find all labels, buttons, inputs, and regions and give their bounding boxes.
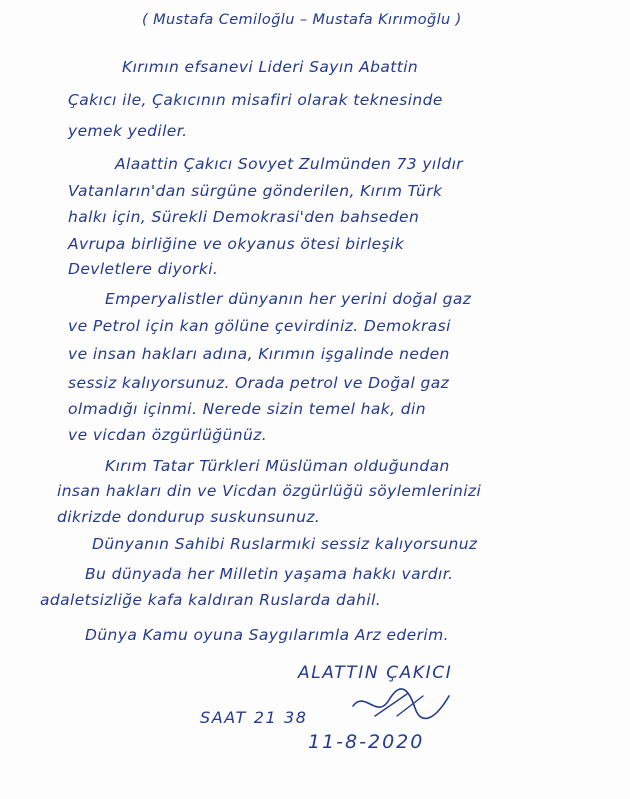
letter-line: Vatanların'dan sürgüne gönderilen, Kırım Türk: [68, 182, 443, 200]
letter-header: ( Mustafa Cemiloğlu – Mustafa Kırımoğlu ): [142, 12, 462, 28]
letter-line: halkı için, Sürekli Demokrasi'den bahseden: [68, 208, 420, 226]
letter-line: insan hakları din ve Vicdan özgürlüğü söylemlerinizi: [57, 482, 482, 500]
letter-line: dikrizde dondurup suskunsunuz.: [57, 508, 321, 526]
letter-line: sessiz kalıyorsunuz. Orada petrol ve Doğal gaz: [68, 374, 450, 392]
signature-scribble: [345, 686, 455, 726]
letter-line: Avrupa birliğine ve okyanus ötesi birleşik: [68, 235, 405, 253]
letter-line: ve Petrol için kan gölüne çevirdiniz. Demokrasi: [68, 317, 451, 335]
letter-line: Dünyanın Sahibi Ruslarmıki sessiz kalıyorsunuz: [92, 535, 478, 553]
letter-line: ve insan hakları adına, Kırımın işgalinde neden: [68, 345, 450, 363]
letter-line: Bu dünyada her Milletin yaşama hakkı vardır.: [85, 565, 454, 583]
letter-line: adaletsizliğe kafa kaldıran Ruslarda dahil.: [40, 591, 382, 609]
letter-line: Emperyalistler dünyanın her yerini doğal gaz: [105, 290, 472, 308]
signature-date: 11-8-2020: [308, 731, 425, 753]
letter-line: Devletlere diyorki.: [68, 260, 219, 278]
letter-line: Dünya Kamu oyuna Saygılarımla Arz ederim.: [85, 626, 449, 644]
signature-name: ALATTIN ÇAKICI: [298, 663, 453, 683]
letter-line: ve vicdan özgürlüğünüz.: [68, 426, 268, 444]
letter-line: Çakıcı ile, Çakıcının misafiri olarak teknesinde: [68, 91, 443, 109]
letter-line: olmadığı içinmi. Nerede sizin temel hak, din: [68, 400, 426, 418]
letter-line: Kırımın efsanevi Lideri Sayın Abattin: [122, 58, 419, 76]
letter-line: yemek yediler.: [68, 122, 188, 140]
signature-time: SAAT 21 38: [200, 708, 308, 727]
letter-line: Alaattin Çakıcı Sovyet Zulmünden 73 yıldır: [115, 155, 464, 173]
letter-line: Kırım Tatar Türkleri Müslüman olduğundan: [105, 457, 450, 475]
